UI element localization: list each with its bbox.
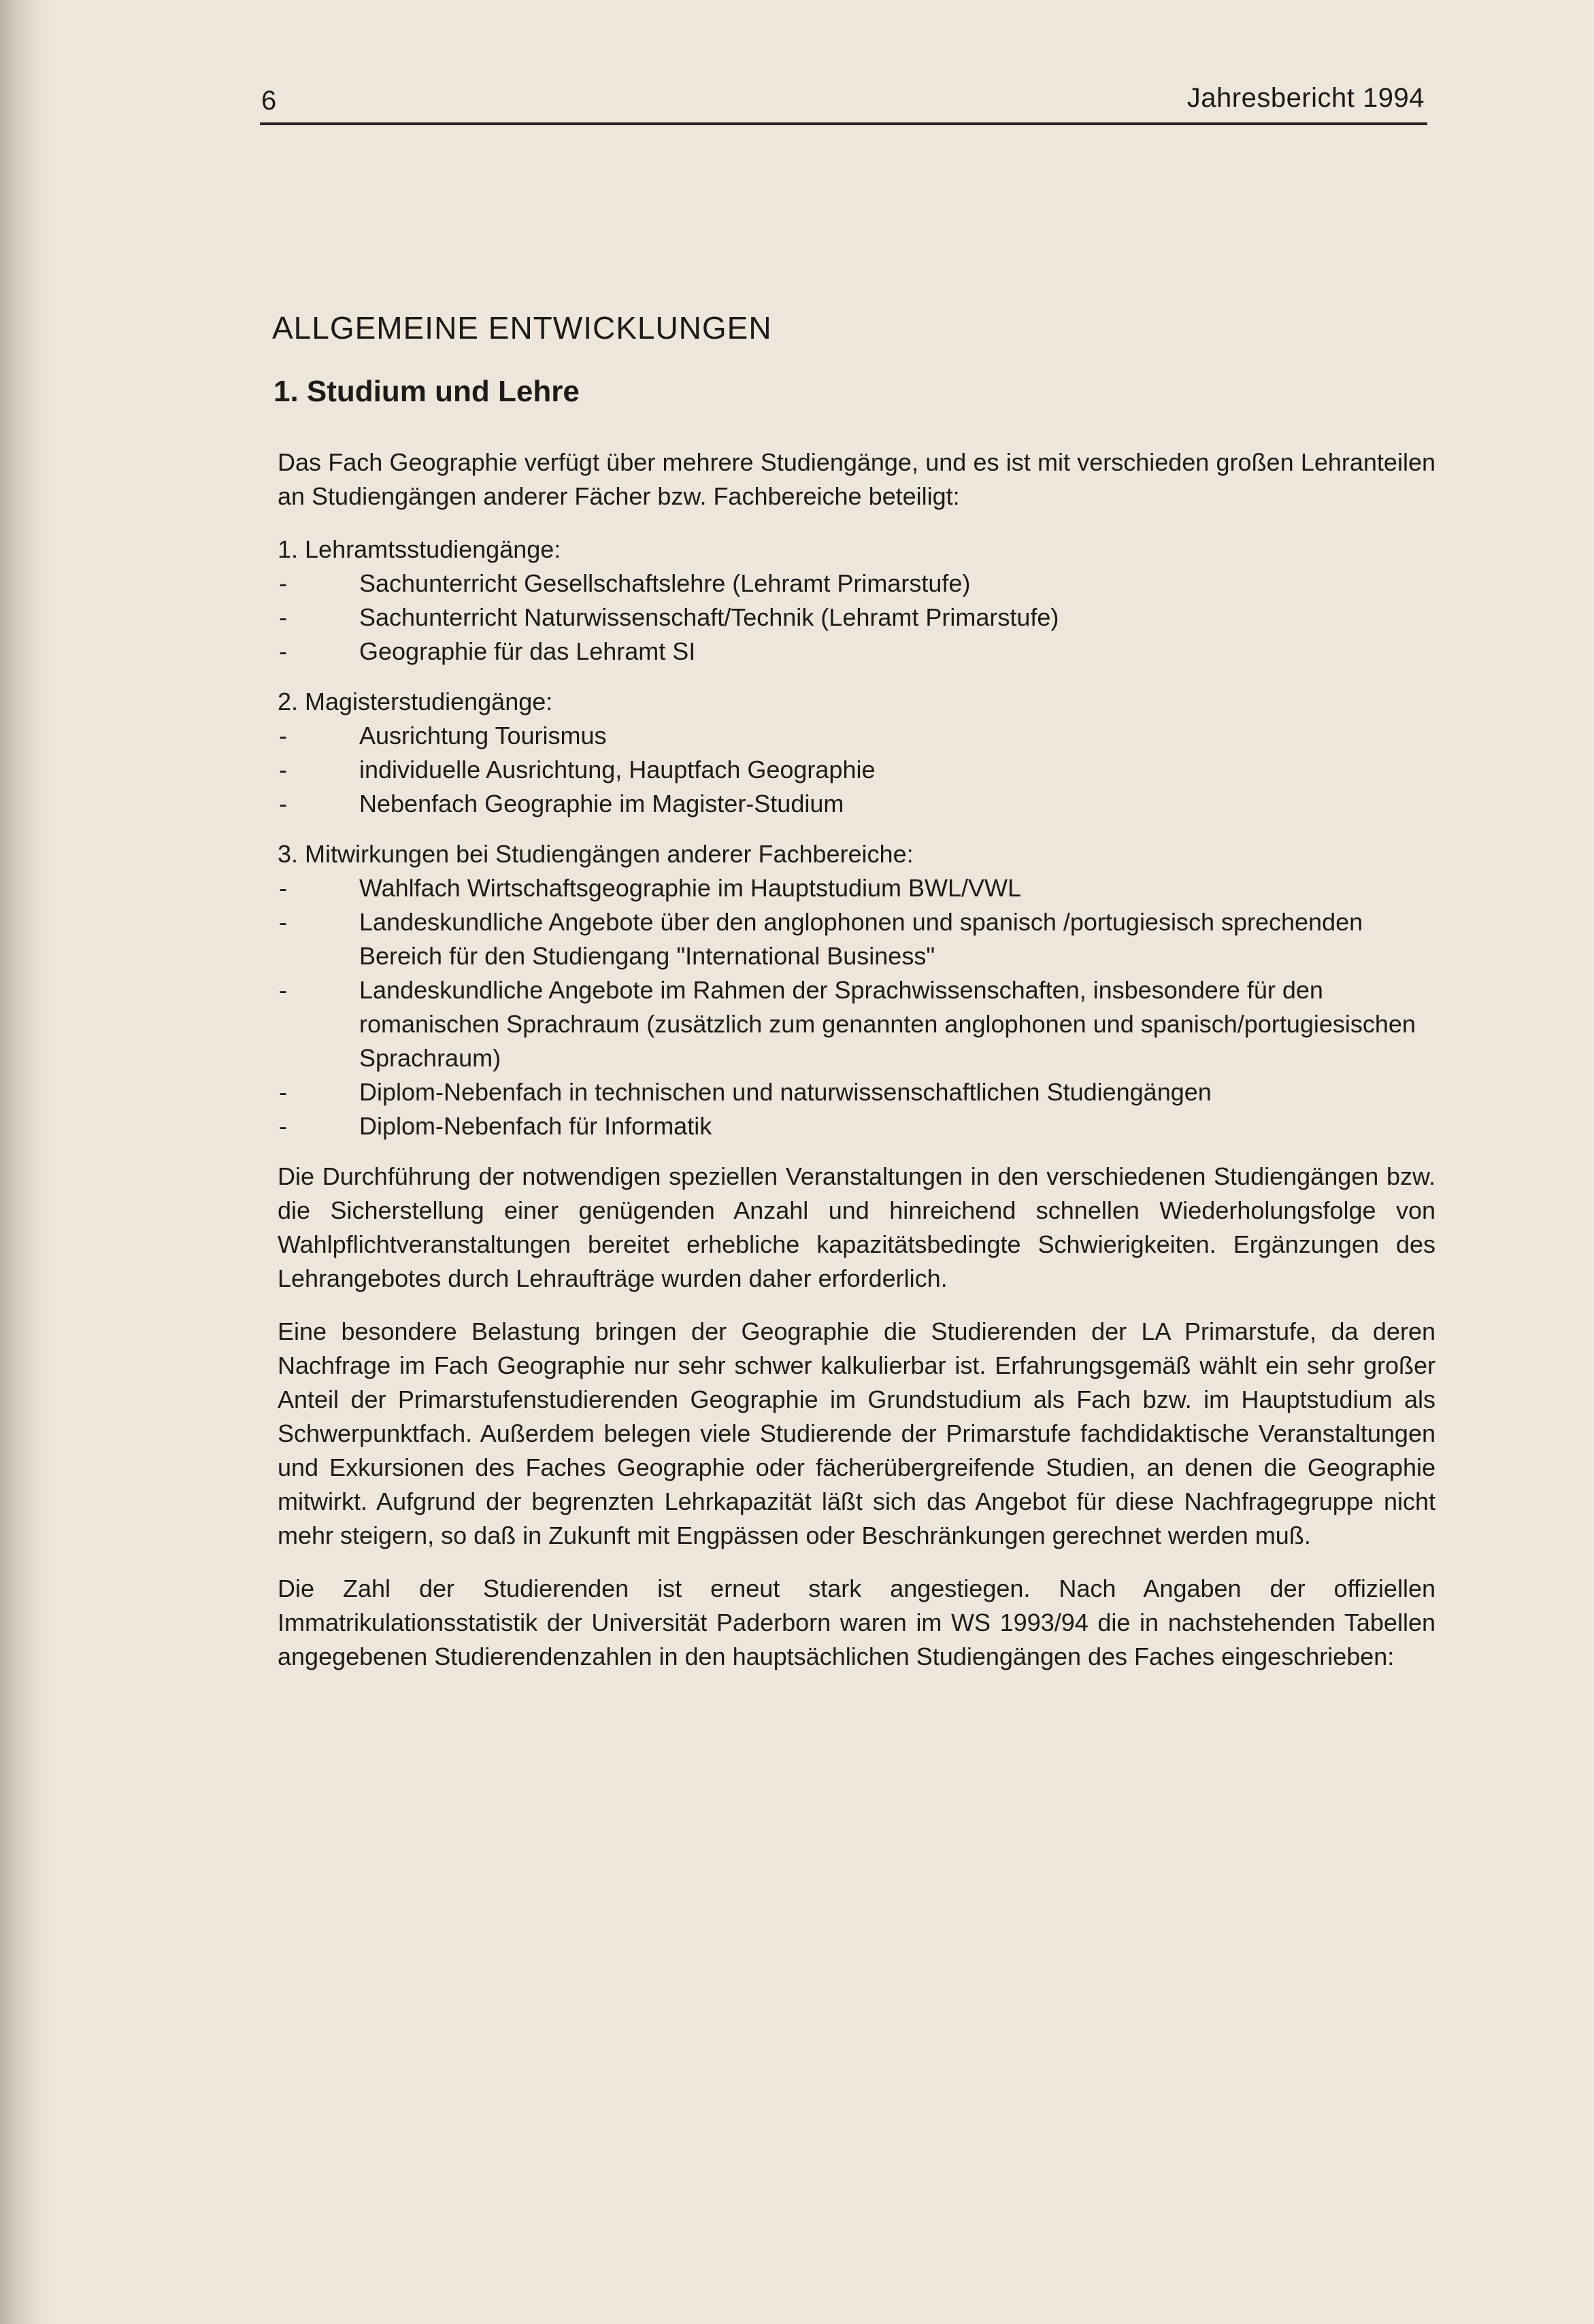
study-program-list — [278, 837, 1435, 1143]
list-item: - Sachunterricht Gesellschaftslehre (Lehramt Primarstufe) — [278, 567, 1435, 601]
list-dash: - — [279, 603, 287, 631]
page-header — [260, 80, 1427, 125]
section-title: 1. Studium und Lehre — [273, 375, 580, 409]
list-dash: - — [279, 637, 287, 665]
list-item: - individuelle Ausrichtung, Hauptfach Geographie — [278, 753, 1435, 787]
list-dash: - — [279, 1077, 287, 1106]
page-edge-shadow — [0, 0, 54, 2324]
page-content — [272, 309, 1435, 1693]
study-program-list — [278, 685, 1435, 821]
list-heading: 1. Lehramtsstudiengänge: — [278, 535, 561, 563]
list-dash: - — [279, 569, 287, 597]
list-item: - Landeskundliche Angebote über den anglophonen und spanisch /portugiesisch sprechenden Bereich für den Studiengang "International Business" — [278, 905, 1435, 973]
chapter-title: ALLGEMEINE ENTWICKLUNGEN — [272, 310, 772, 346]
page-number: 6 — [261, 86, 277, 116]
running-title: Jahresbericht 1994 — [1186, 83, 1425, 113]
list-dash: - — [279, 1111, 287, 1140]
list-dash: - — [279, 975, 287, 1004]
study-program-list — [278, 533, 1435, 669]
list-item: - Wahlfach Wirtschaftsgeographie im Hauptstudium BWL/VWL — [278, 871, 1435, 905]
list-dash: - — [279, 721, 287, 750]
body-paragraph: Die Durchführung der notwendigen speziellen Veranstaltungen in den verschiedenen Studiengängen bzw. die Sicherstellung einer genügenden Anzahl und hinreichend schnellen Wiederholungsfolge von Wahlpflichtveranstaltungen bereitet erhebliche kapazitätsbedingte Schwierigkeiten. Ergänzungen des Lehrangebotes durch Lehraufträge wurden daher erforderlich. — [278, 1162, 1435, 1292]
list-dash: - — [279, 755, 287, 784]
body-paragraph: Eine besondere Belastung bringen der Geographie die Studierenden der LA Primarstufe, da deren Nachfrage im Fach Geographie nur sehr schwer kalkulierbar ist. Erfahrungsgemäß wählt ein sehr großer Anteil der Primarstufenstudierenden Geographie im Grundstudium als Fach bzw. im Hauptstudium als Schwerpunktfach. Außerdem belegen viele Studierende der Primarstufe fachdidaktische Veranstaltungen und Exkursionen des Faches Geographie oder fächerübergreifende Studien, an denen die Geographie mitwirkt. Aufgrund der begrenzten Lehrkapazität läßt sich das Angebot für diese Nachfragegruppe nicht mehr steigern, so daß in Zukunft mit Engpässen oder Beschränkungen gerechnet werden muß. — [278, 1317, 1435, 1549]
list-item: - Landeskundliche Angebote im Rahmen der Sprachwissenschaften, insbesondere für den romanischen Sprachraum (zusätzlich zum genannten anglophonen und spanisch/portugiesischen Sprachraum) — [278, 973, 1435, 1075]
list-item: - Ausrichtung Tourismus — [278, 719, 1435, 753]
list-heading: 3. Mitwirkungen bei Studiengängen anderer Fachbereiche: — [278, 839, 914, 868]
list-item: - Diplom-Nebenfach in technischen und naturwissenschaftlichen Studiengängen — [278, 1075, 1435, 1109]
list-heading: 2. Magisterstudiengänge: — [278, 687, 553, 715]
list-dash: - — [279, 789, 287, 818]
list-item: - Geographie für das Lehramt SI — [278, 635, 1435, 669]
list-item: - Diplom-Nebenfach für Informatik — [278, 1109, 1435, 1143]
list-item: - Sachunterricht Naturwissenschaft/Technik (Lehramt Primarstufe) — [278, 601, 1435, 635]
list-item: - Nebenfach Geographie im Magister-Studium — [278, 787, 1435, 821]
list-dash: - — [279, 907, 287, 936]
body-paragraph: Die Zahl der Studierenden ist erneut stark angestiegen. Nach Angaben der offiziellen Immatrikulationsstatistik der Universität Paderborn waren im WS 1993/94 die in nachstehenden Tabellen angegebenen Studierendenzahlen in den hauptsächlichen Studiengängen des Faches eingeschrieben: — [278, 1574, 1435, 1670]
intro-paragraph: Das Fach Geographie verfügt über mehrere Studiengänge, und es ist mit verschieden großen Lehranteilen an Studiengängen anderer Fächer bzw. Fachbereiche beteiligt: — [278, 448, 1435, 510]
list-dash: - — [279, 873, 287, 902]
